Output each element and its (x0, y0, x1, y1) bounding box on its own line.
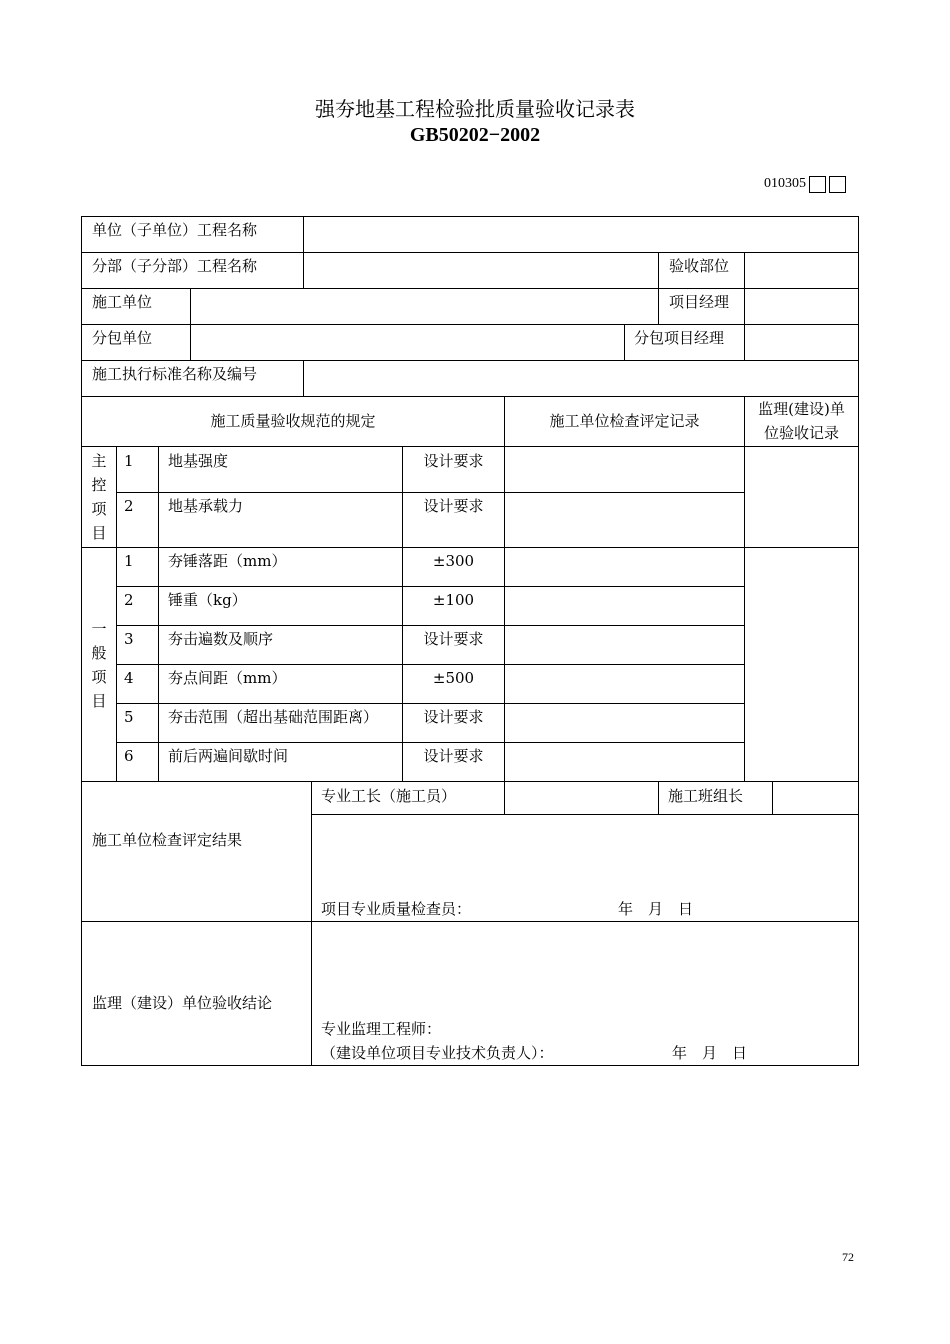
general-row-6-item: 前后两遍间歇时间 (168, 747, 289, 765)
supervision-date: 年 月 日 (672, 1044, 748, 1062)
main-row-2-no: 2 (124, 497, 134, 515)
supervision-conclusion-label: 监理（建设）单位验收结论 (92, 994, 273, 1012)
code-box-2[interactable] (829, 176, 846, 193)
foreman-label: 专业工长（施工员） (321, 787, 457, 805)
general-row-1-no: 1 (124, 552, 134, 570)
form-code-number: 010305 (764, 176, 806, 191)
supervision-header-line2: 位验收记录 (763, 424, 839, 442)
general-row-2-item: 锤重（kg） (168, 591, 247, 609)
owner-rep-label: （建设单位项目专业技术负责人）： (321, 1044, 554, 1062)
supervision-header-line1: 监理(建设)单 (758, 400, 845, 418)
project-manager-label: 项目经理 (669, 293, 730, 311)
main-row-1-item: 地基强度 (168, 452, 229, 470)
unit-project-name-label: 单位（子单位）工程名称 (92, 221, 258, 239)
general-row-2-no: 2 (124, 591, 134, 609)
inspection-date: 年 月 日 (618, 900, 694, 918)
supervisor-label: 专业监理工程师： (321, 1020, 442, 1038)
general-row-1-req: ±300 (432, 552, 475, 570)
subcontract-unit-label: 分包单位 (92, 329, 153, 347)
check-record-column-header: 施工单位检查评定记录 (549, 412, 700, 430)
standard-name-label: 施工执行标准名称及编号 (92, 365, 258, 383)
standard-code: GB50202−2002 (409, 124, 541, 146)
page-number: 72 (842, 1250, 854, 1264)
general-items-label: 一 般 项 目 (91, 620, 107, 710)
main-row-1-req: 设计要求 (423, 452, 484, 470)
general-row-3-no: 3 (124, 630, 134, 648)
code-box-1[interactable] (809, 176, 826, 193)
general-row-3-item: 夯击遍数及顺序 (168, 630, 274, 648)
construction-unit-label: 施工单位 (92, 293, 153, 311)
main-items-label: 主 控 项 目 (91, 452, 107, 542)
form-code (764, 174, 846, 194)
spec-column-header: 施工质量验收规范的规定 (210, 412, 376, 430)
general-row-3-req: 设计要求 (423, 630, 484, 648)
quality-inspector-label: 项目专业质量检查员： (321, 900, 472, 918)
general-row-2-req: ±100 (432, 591, 475, 609)
general-row-5-req: 设计要求 (423, 708, 484, 726)
acceptance-part-label: 验收部位 (669, 257, 730, 275)
construction-result-label: 施工单位检查评定结果 (92, 831, 243, 849)
form-title: 强夯地基工程检验批质量验收记录表 (315, 97, 635, 121)
main-row-2-item: 地基承载力 (168, 497, 244, 515)
subcontract-manager-label: 分包项目经理 (634, 329, 725, 347)
general-row-4-item: 夯点间距（mm） (168, 669, 287, 687)
sub-project-name-label: 分部（子分部）工程名称 (92, 257, 258, 275)
general-row-5-no: 5 (124, 708, 134, 726)
general-row-1-item: 夯锤落距（mm） (168, 552, 287, 570)
main-row-1-no: 1 (124, 452, 134, 470)
general-row-4-req: ±500 (432, 669, 475, 687)
general-row-5-item: 夯击范围（超出基础范围距离） (168, 708, 379, 726)
team-leader-label: 施工班组长 (668, 787, 744, 805)
general-row-6-req: 设计要求 (423, 747, 484, 765)
main-row-2-req: 设计要求 (423, 497, 484, 515)
general-row-6-no: 6 (124, 747, 134, 765)
general-row-4-no: 4 (124, 669, 134, 687)
